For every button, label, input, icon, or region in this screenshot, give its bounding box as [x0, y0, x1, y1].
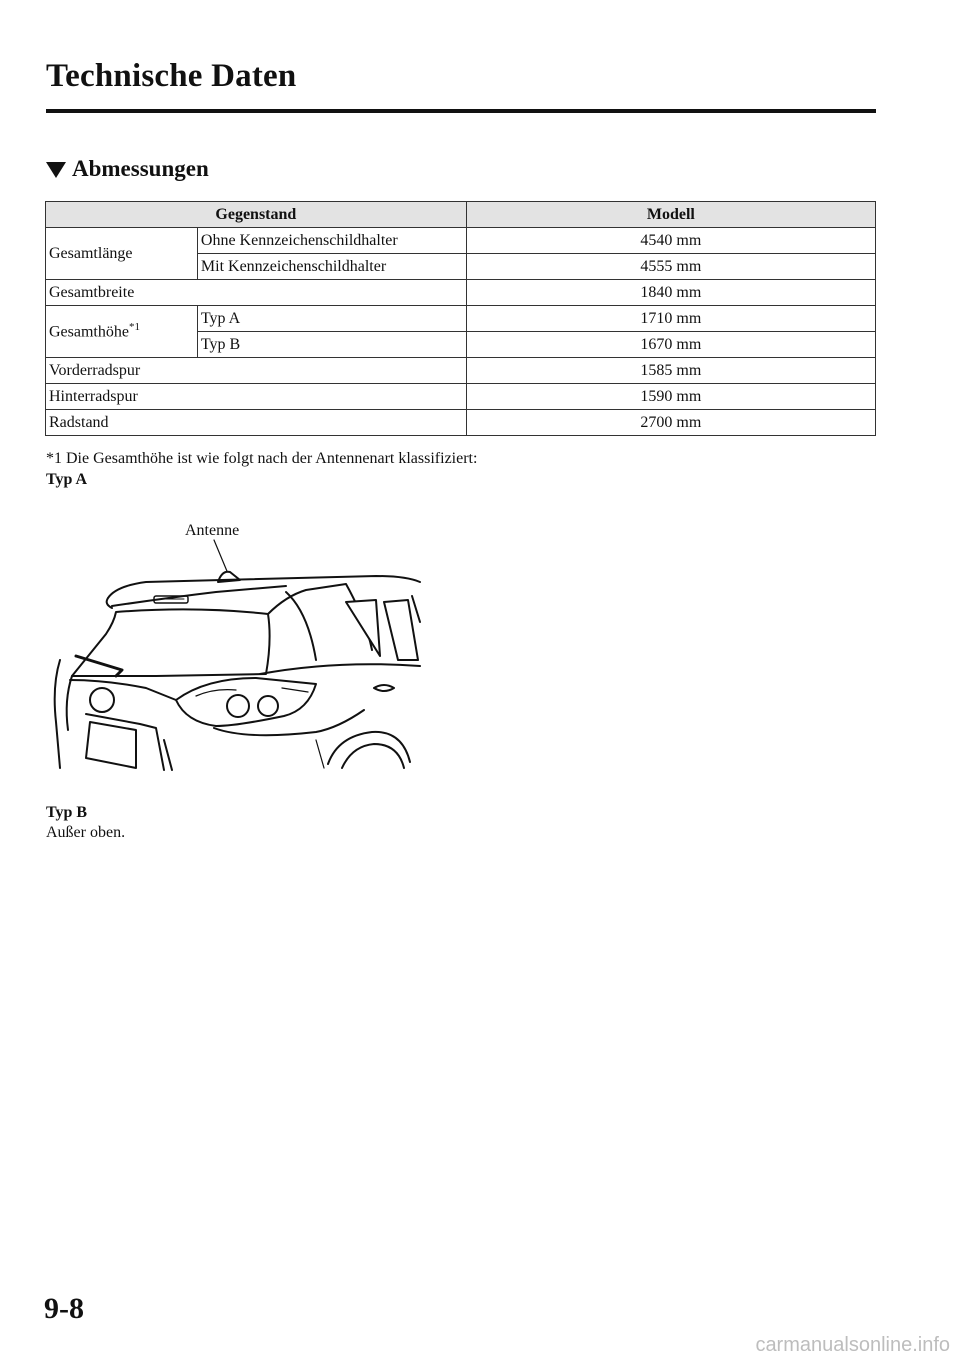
watermark: carmanualsonline.info	[755, 1334, 950, 1356]
header-cell-model: Modell	[466, 202, 875, 228]
table-row	[46, 228, 876, 254]
row-sublabel: Typ A	[197, 306, 466, 332]
row-value: 4540 mm	[466, 228, 875, 254]
section-heading	[46, 156, 209, 182]
header-cell-item: Gegenstand	[46, 202, 467, 228]
row-value: 1670 mm	[466, 332, 875, 358]
table-row	[46, 280, 876, 306]
dimensions-table	[45, 201, 876, 436]
row-value: 1840 mm	[466, 280, 875, 306]
table-header-row	[46, 202, 876, 228]
page-number: 9-8	[44, 1292, 84, 1325]
car-rear-illustration	[46, 510, 426, 772]
row-label-text: Gesamthöhe	[49, 323, 129, 341]
section-heading-text: Abmessungen	[72, 156, 209, 181]
row-label-radstand: Radstand	[46, 410, 467, 436]
table-row	[46, 410, 876, 436]
table-row	[46, 358, 876, 384]
header-divider	[46, 109, 876, 113]
row-label-gesamthoehe	[46, 306, 198, 358]
footnote: *1 Die Gesamthöhe ist wie folgt nach der Antennenart klassifiziert:	[46, 450, 478, 467]
typ-b-heading: Typ B	[46, 804, 88, 821]
row-sublabel: Mit Kennzeichenschildhalter	[197, 254, 466, 280]
row-label-gesamtlaenge: Gesamtlänge	[46, 228, 198, 280]
table-row	[46, 384, 876, 410]
row-label-vorderradspur: Vorderradspur	[46, 358, 467, 384]
row-sublabel: Ohne Kennzeichenschildhalter	[197, 228, 466, 254]
row-value: 4555 mm	[466, 254, 875, 280]
table-row	[46, 306, 876, 332]
row-value: 1710 mm	[466, 306, 875, 332]
triangle-down-icon	[46, 162, 66, 178]
typ-a-heading: Typ A	[46, 471, 88, 488]
row-value: 1585 mm	[466, 358, 875, 384]
row-label-gesamtbreite: Gesamtbreite	[46, 280, 467, 306]
page-title: Technische Daten	[46, 58, 297, 94]
antenna-label: Antenne	[185, 522, 240, 539]
typ-b-text: Außer oben.	[46, 824, 126, 841]
row-value: 2700 mm	[466, 410, 875, 436]
row-value: 1590 mm	[466, 384, 875, 410]
row-label-hinterradspur: Hinterradspur	[46, 384, 467, 410]
row-sublabel: Typ B	[197, 332, 466, 358]
footnote-marker: *1	[128, 321, 140, 334]
